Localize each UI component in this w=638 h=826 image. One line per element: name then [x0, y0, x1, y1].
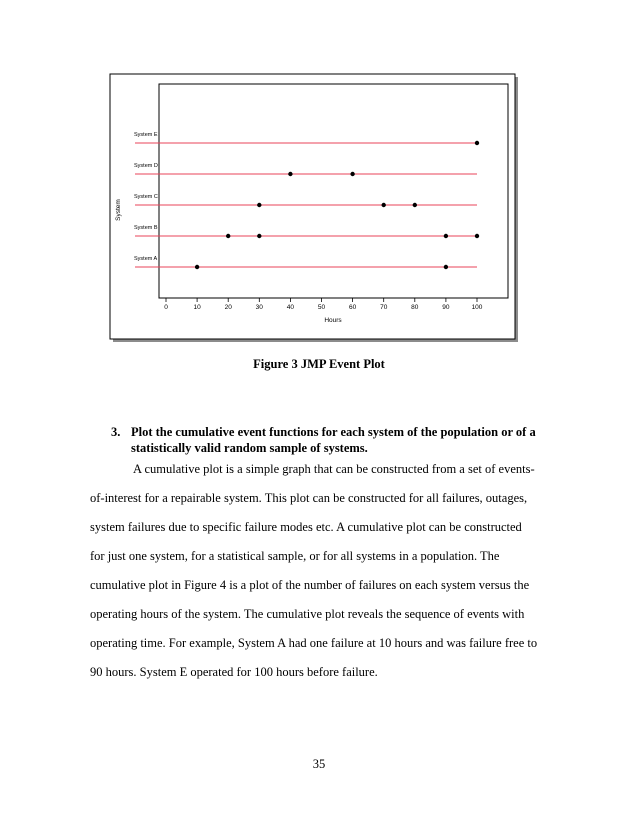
- figure-frame: [110, 74, 515, 339]
- paragraph-line: system failures due to specific failure modes etc. A cumulative plot can be constructed: [90, 520, 522, 534]
- paragraph-line: 90 hours. System E operated for 100 hours before failure.: [90, 665, 378, 679]
- event-point: [413, 203, 417, 207]
- paragraph-line: for just one system, for a statistical sample, or for all systems in a population. The: [90, 549, 500, 563]
- section-heading-line-2: statistically valid random sample of systems.: [131, 441, 368, 455]
- x-tick-label: 80: [411, 304, 419, 311]
- event-plot-figure: [0, 0, 638, 360]
- x-tick-label: 30: [255, 304, 263, 311]
- paragraph-line: operating hours of the system. The cumulative plot reveals the sequence of events with: [90, 607, 525, 621]
- event-point: [257, 234, 261, 238]
- section-heading-line-1: Plot the cumulative event functions for each system of the population or of a: [131, 425, 536, 439]
- x-tick-label: 100: [471, 304, 483, 311]
- event-point: [288, 172, 292, 176]
- event-point: [444, 265, 448, 269]
- x-tick-label: 10: [193, 304, 201, 311]
- event-point: [382, 203, 386, 207]
- x-tick-label: 40: [286, 304, 295, 311]
- x-tick-label: 20: [224, 304, 232, 311]
- event-point: [195, 265, 199, 269]
- system-label: System D: [134, 163, 158, 169]
- figure-caption: Figure 3 JMP Event Plot: [253, 357, 385, 371]
- paragraph-line: cumulative plot in Figure 4 is a plot of the number of failures on each system versus the: [90, 578, 530, 592]
- page-number: 35: [312, 757, 326, 771]
- x-tick-label: 0: [164, 304, 168, 311]
- x-axis-title: Hours: [324, 317, 342, 324]
- system-label: System A: [134, 256, 158, 262]
- paragraph-line: operating time. For example, System A had one failure at 10 hours and was failure free to: [90, 636, 538, 650]
- x-tick-label: 70: [380, 304, 388, 311]
- event-point: [350, 172, 354, 176]
- system-label: System E: [134, 132, 158, 138]
- paragraph-line: of-interest for a repairable system. This plot can be constructed for all failures, outages,: [90, 491, 528, 505]
- system-label: System B: [134, 225, 158, 231]
- x-tick-label: 90: [442, 304, 450, 311]
- event-point: [257, 203, 261, 207]
- x-tick-label: 60: [348, 304, 357, 311]
- event-point: [475, 141, 479, 145]
- y-axis-title: System: [115, 199, 122, 221]
- event-point: [444, 234, 448, 238]
- event-point: [475, 234, 479, 238]
- x-tick-label: 50: [317, 304, 326, 311]
- system-label: System C: [134, 194, 158, 200]
- event-point: [226, 234, 230, 238]
- section-number: 3.: [111, 425, 121, 439]
- paragraph-line: A cumulative plot is a simple graph that can be constructed from a set of events-: [133, 462, 535, 476]
- section-heading: [111, 424, 551, 456]
